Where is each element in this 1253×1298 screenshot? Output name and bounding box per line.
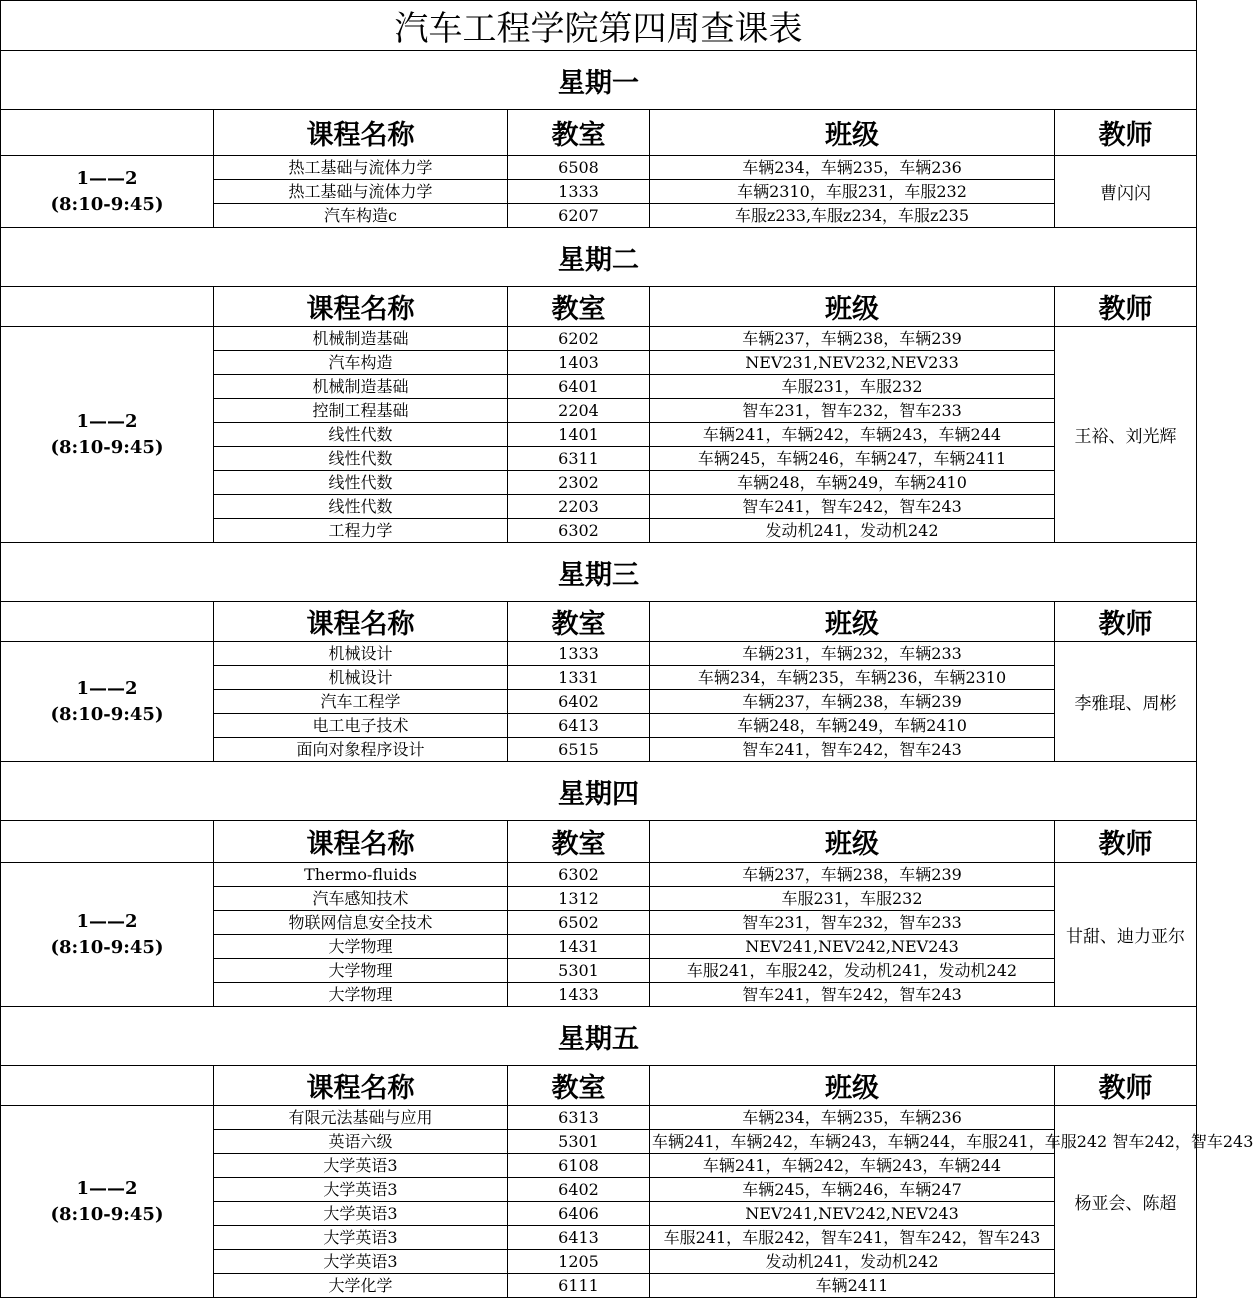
classes-cell: 车辆237，车辆238，车辆239 [650, 327, 1055, 351]
period-label: 1——2 [76, 1177, 138, 1199]
day-heading-row [1, 228, 1197, 287]
course-name-cell: 线性代数 [214, 471, 508, 495]
period-time: (8:10-9:45) [50, 936, 164, 958]
classes-cell: 车服z233,车服z234，车服z235 [650, 204, 1055, 228]
classes-cell: 发动机241，发动机242 [650, 519, 1055, 543]
column-header-row [1, 1066, 1197, 1106]
header-room: 教室 [508, 110, 650, 156]
classes-cell: 智车241，智车242，智车243 [650, 738, 1055, 762]
column-header-row [1, 287, 1197, 327]
course-name-cell: 电工电子技术 [214, 714, 508, 738]
room-cell: 6302 [508, 863, 650, 887]
header-classes: 班级 [650, 110, 1055, 156]
course-name-cell: 大学英语3 [214, 1226, 508, 1250]
course-name-cell: 汽车感知技术 [214, 887, 508, 911]
room-cell: 6207 [508, 204, 650, 228]
header-teacher: 教师 [1055, 602, 1197, 642]
classes-cell: 车辆234，车辆235，车辆236，车辆2310 [650, 666, 1055, 690]
period-cell [1, 642, 214, 762]
classes-cell: 车辆231，车辆232，车辆233 [650, 642, 1055, 666]
header-classes: 班级 [650, 287, 1055, 327]
classes-cell: 车辆241，车辆242，车辆243，车辆244 [650, 1154, 1055, 1178]
classes-cell: 车辆248，车辆249，车辆2410 [650, 714, 1055, 738]
classes-cell: 智车231，智车232，智车233 [650, 911, 1055, 935]
room-cell: 6515 [508, 738, 650, 762]
course-name-cell: 机械制造基础 [214, 375, 508, 399]
period-cell [1, 327, 214, 543]
header-blank-cell [1, 110, 214, 156]
course-name-cell: 汽车构造c [214, 204, 508, 228]
course-name-cell: 机械制造基础 [214, 327, 508, 351]
course-name-cell: 有限元法基础与应用 [214, 1106, 508, 1130]
classes-cell: 车辆2411 [650, 1274, 1055, 1298]
header-blank-cell [1, 821, 214, 863]
room-cell: 2204 [508, 399, 650, 423]
course-name-cell: 大学物理 [214, 983, 508, 1007]
room-cell: 6413 [508, 714, 650, 738]
room-cell: 2203 [508, 495, 650, 519]
course-name-cell: 面向对象程序设计 [214, 738, 508, 762]
teacher-cell: 杨亚会、陈超 [1055, 1106, 1197, 1298]
header-teacher: 教师 [1055, 821, 1197, 863]
day-heading-row [1, 1007, 1197, 1066]
room-cell: 6402 [508, 690, 650, 714]
course-name-cell: 大学英语3 [214, 1250, 508, 1274]
classes-cell: 车辆237，车辆238，车辆239 [650, 863, 1055, 887]
classes-cell: 车辆245，车辆246，车辆247 [650, 1178, 1055, 1202]
room-cell: 6401 [508, 375, 650, 399]
header-room: 教室 [508, 287, 650, 327]
room-cell: 5301 [508, 1130, 650, 1154]
classes-cell: 车辆2310，车服231，车服232 [650, 180, 1055, 204]
header-course: 课程名称 [214, 110, 508, 156]
room-cell: 6402 [508, 1178, 650, 1202]
teacher-cell: 李雅琨、周彬 [1055, 642, 1197, 762]
course-name-cell: 机械设计 [214, 666, 508, 690]
room-cell: 1333 [508, 642, 650, 666]
room-cell: 1333 [508, 180, 650, 204]
period-cell [1, 863, 214, 1007]
course-name-cell: 线性代数 [214, 447, 508, 471]
room-cell: 6413 [508, 1226, 650, 1250]
header-classes: 班级 [650, 602, 1055, 642]
period-cell [1, 156, 214, 228]
classes-cell: NEV231,NEV232,NEV233 [650, 351, 1055, 375]
teacher-cell: 曹闪闪 [1055, 156, 1197, 228]
classes-cell: 车服231，车服232 [650, 887, 1055, 911]
header-course: 课程名称 [214, 821, 508, 863]
course-name-cell: 大学英语3 [214, 1178, 508, 1202]
room-cell: 1205 [508, 1250, 650, 1274]
table-row [1, 327, 1197, 351]
course-name-cell: Thermo-fluids [214, 863, 508, 887]
classes-cell: NEV241,NEV242,NEV243 [650, 1202, 1055, 1226]
classes-cell: 车辆241，车辆242，车辆243，车辆244，车服241，车服242 智车242，智车243 [650, 1130, 1055, 1154]
course-name-cell: 物联网信息安全技术 [214, 911, 508, 935]
room-cell: 6311 [508, 447, 650, 471]
period-cell [1, 1106, 214, 1298]
classes-cell: 车服241，车服242，智车241，智车242，智车243 [650, 1226, 1055, 1250]
room-cell: 1331 [508, 666, 650, 690]
day-heading-row [1, 51, 1197, 110]
classes-cell: 智车241，智车242，智车243 [650, 495, 1055, 519]
header-classes: 班级 [650, 1066, 1055, 1106]
room-cell: 6313 [508, 1106, 650, 1130]
day-heading: 星期二 [1, 228, 1197, 287]
page-title: 汽车工程学院第四周查课表 [1, 1, 1197, 51]
room-cell: 1433 [508, 983, 650, 1007]
column-header-row [1, 602, 1197, 642]
header-room: 教室 [508, 1066, 650, 1106]
classes-cell: 车辆237，车辆238，车辆239 [650, 690, 1055, 714]
day-heading-row [1, 762, 1197, 821]
course-name-cell: 汽车构造 [214, 351, 508, 375]
course-name-cell: 英语六级 [214, 1130, 508, 1154]
classes-cell: 车辆241，车辆242，车辆243，车辆244 [650, 423, 1055, 447]
room-cell: 5301 [508, 959, 650, 983]
header-teacher: 教师 [1055, 1066, 1197, 1106]
course-name-cell: 热工基础与流体力学 [214, 156, 508, 180]
classes-cell: 智车241，智车242，智车243 [650, 983, 1055, 1007]
course-name-cell: 大学化学 [214, 1274, 508, 1298]
course-name-cell: 线性代数 [214, 495, 508, 519]
room-cell: 1401 [508, 423, 650, 447]
header-blank-cell [1, 1066, 214, 1106]
header-teacher: 教师 [1055, 110, 1197, 156]
period-label: 1——2 [76, 677, 138, 699]
header-course: 课程名称 [214, 602, 508, 642]
classes-cell: 车辆234，车辆235，车辆236 [650, 1106, 1055, 1130]
header-room: 教室 [508, 602, 650, 642]
classes-cell: 车辆234，车辆235，车辆236 [650, 156, 1055, 180]
period-time: (8:10-9:45) [50, 436, 164, 458]
room-cell: 6406 [508, 1202, 650, 1226]
room-cell: 1312 [508, 887, 650, 911]
period-label: 1——2 [76, 167, 138, 189]
period-time: (8:10-9:45) [50, 1203, 164, 1225]
room-cell: 2302 [508, 471, 650, 495]
course-name-cell: 控制工程基础 [214, 399, 508, 423]
room-cell: 6502 [508, 911, 650, 935]
course-name-cell: 汽车工程学 [214, 690, 508, 714]
table-row [1, 1106, 1197, 1130]
classes-cell: 发动机241，发动机242 [650, 1250, 1055, 1274]
room-cell: 6508 [508, 156, 650, 180]
classes-cell: 车辆248，车辆249，车辆2410 [650, 471, 1055, 495]
header-course: 课程名称 [214, 1066, 508, 1106]
period-label: 1——2 [76, 410, 138, 432]
header-classes: 班级 [650, 821, 1055, 863]
classes-cell: 车辆245，车辆246，车辆247，车辆2411 [650, 447, 1055, 471]
course-name-cell: 机械设计 [214, 642, 508, 666]
room-cell: 1403 [508, 351, 650, 375]
table-row [1, 863, 1197, 887]
course-name-cell: 大学英语3 [214, 1202, 508, 1226]
table-row [1, 642, 1197, 666]
day-heading: 星期四 [1, 762, 1197, 821]
header-blank-cell [1, 287, 214, 327]
room-cell: 6202 [508, 327, 650, 351]
course-name-cell: 线性代数 [214, 423, 508, 447]
course-name-cell: 工程力学 [214, 519, 508, 543]
header-teacher: 教师 [1055, 287, 1197, 327]
course-name-cell: 大学英语3 [214, 1154, 508, 1178]
day-heading: 星期五 [1, 1007, 1197, 1066]
table-row [1, 156, 1197, 180]
period-label: 1——2 [76, 910, 138, 932]
header-course: 课程名称 [214, 287, 508, 327]
teacher-cell: 甘甜、迪力亚尔 [1055, 863, 1197, 1007]
day-heading: 星期一 [1, 51, 1197, 110]
period-time: (8:10-9:45) [50, 193, 164, 215]
room-cell: 1431 [508, 935, 650, 959]
classes-cell: 车服231，车服232 [650, 375, 1055, 399]
course-name-cell: 大学物理 [214, 959, 508, 983]
classes-cell: NEV241,NEV242,NEV243 [650, 935, 1055, 959]
classes-cell: 车服241，车服242，发动机241，发动机242 [650, 959, 1055, 983]
period-time: (8:10-9:45) [50, 703, 164, 725]
course-name-cell: 热工基础与流体力学 [214, 180, 508, 204]
day-heading: 星期三 [1, 543, 1197, 602]
course-name-cell: 大学物理 [214, 935, 508, 959]
column-header-row [1, 110, 1197, 156]
column-header-row [1, 821, 1197, 863]
teacher-cell: 王裕、刘光辉 [1055, 327, 1197, 543]
header-blank-cell [1, 602, 214, 642]
room-cell: 6111 [508, 1274, 650, 1298]
room-cell: 6302 [508, 519, 650, 543]
room-cell: 6108 [508, 1154, 650, 1178]
day-heading-row [1, 543, 1197, 602]
header-room: 教室 [508, 821, 650, 863]
classes-cell: 智车231，智车232，智车233 [650, 399, 1055, 423]
